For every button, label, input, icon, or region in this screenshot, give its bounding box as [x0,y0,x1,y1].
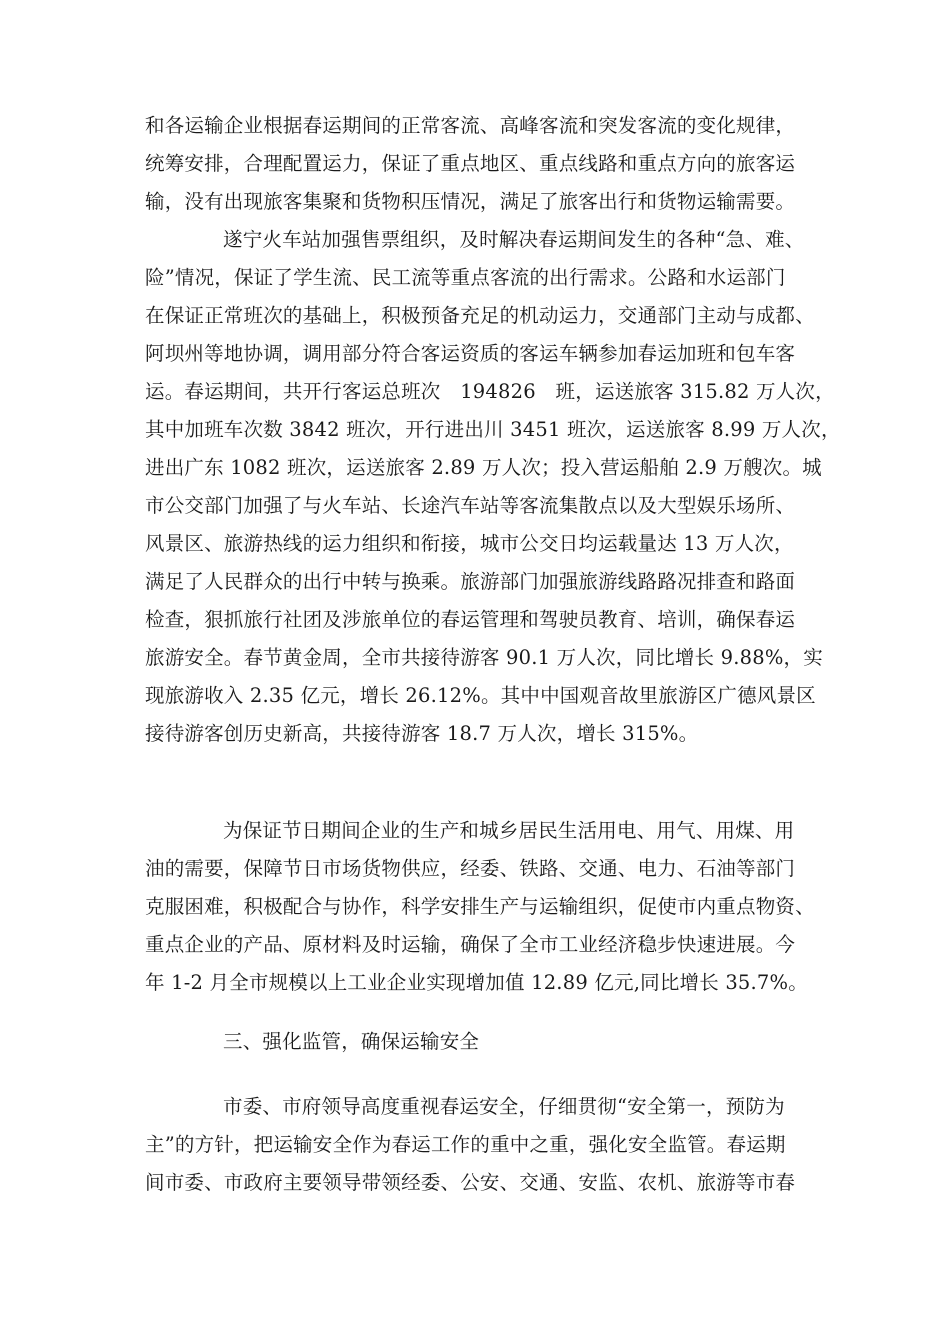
text-line: 现旅游收入 2.35 亿元，增长 26.12%。其中中国观音故里旅游区广德风景区 [145,684,816,707]
paragraph-industrial-supply [145,812,825,1002]
paragraph-safety [145,1088,825,1202]
text-line: 接待游客创历史新高，共接待游客 18.7 万人次，增长 315%。 [145,722,699,745]
section-heading [145,1023,825,1061]
text-line: 险”情况，保证了学生流、民工流等重点客流的出行需求。公路和水运部门 [145,266,786,289]
text-line: 其中加班车次数 3842 班次，开行进出川 3451 班次，运送旅客 8.99 万人次， [145,418,841,441]
text-line: 运。春运期间，共开行客运总班次 194826 班，运送旅客 315.82 万人次， [145,380,835,403]
text-line: 满足了人民群众的出行中转与换乘。旅游部门加强旅游线路路况排查和路面 [145,570,796,593]
section-heading-text: 三、强化监管，确保运输安全 [223,1030,480,1053]
text-line: 检查，狠抓旅行社团及涉旅单位的春运管理和驾驶员教育、培训，确保春运 [145,608,796,631]
text-line: 市公交部门加强了与火车站、长途汽车站等客流集散点以及大型娱乐场所、 [145,494,796,517]
text-line: 统筹安排，合理配置运力，保证了重点地区、重点线路和重点方向的旅客运 [145,152,796,175]
text-line: 油的需要，保障节日市场货物供应，经委、铁路、交通、电力、石油等部门 [145,857,796,880]
text-line: 重点企业的产品、原材料及时运输，确保了全市工业经济稳步快速进展。今 [145,933,796,956]
text-line: 为保证节日期间企业的生产和城乡居民生活用电、用气、用煤、用 [223,819,795,842]
text-line: 阿坝州等地协调，调用部分符合客运资质的客运车辆参加春运加班和包车客 [145,342,796,365]
paragraph-railway-transport [145,221,841,753]
text-line: 遂宁火车站加强售票组织，及时解决春运期间发生的各种“急、难、 [223,228,805,251]
text-line: 在保证正常班次的基础上，积极预备充足的机动运力，交通部门主动与成都、 [145,304,815,327]
text-line: 风景区、旅游热线的运力组织和衔接，城市公交日均运载量达 13 万人次， [145,532,794,555]
text-line: 进出广东 1082 班次，运送旅客 2.89 万人次；投入营运船舶 2.9 万艘次。城 [145,456,822,479]
text-line: 输，没有出现旅客集聚和货物积压情况，满足了旅客出行和货物运输需要。 [145,190,796,213]
text-line: 克服困难，积极配合与协作，科学安排生产与运输组织，促使市内重点物资、 [145,895,815,918]
text-line: 旅游安全。春节黄金周，全市共接待游客 90.1 万人次，同比增长 9.88%，实 [145,646,823,669]
text-line: 市委、市府领导高度重视春运安全，仔细贯彻“安全第一，预防为 [223,1095,785,1118]
text-line: 间市委、市政府主要领导带领经委、公安、交通、安监、农机、旅游等市春 [145,1171,796,1194]
text-line: 年 1-2 月全市规模以上工业企业实现增加值 12.89 亿元,同比增长 35.7%。 [145,971,808,994]
text-line: 主”的方针，把运输安全作为春运工作的重中之重，强化安全监管。春运期 [145,1133,786,1156]
text-line: 和各运输企业根据春运期间的正常客流、高峰客流和突发客流的变化规律， [145,114,796,137]
paragraph-continuation [145,107,825,221]
